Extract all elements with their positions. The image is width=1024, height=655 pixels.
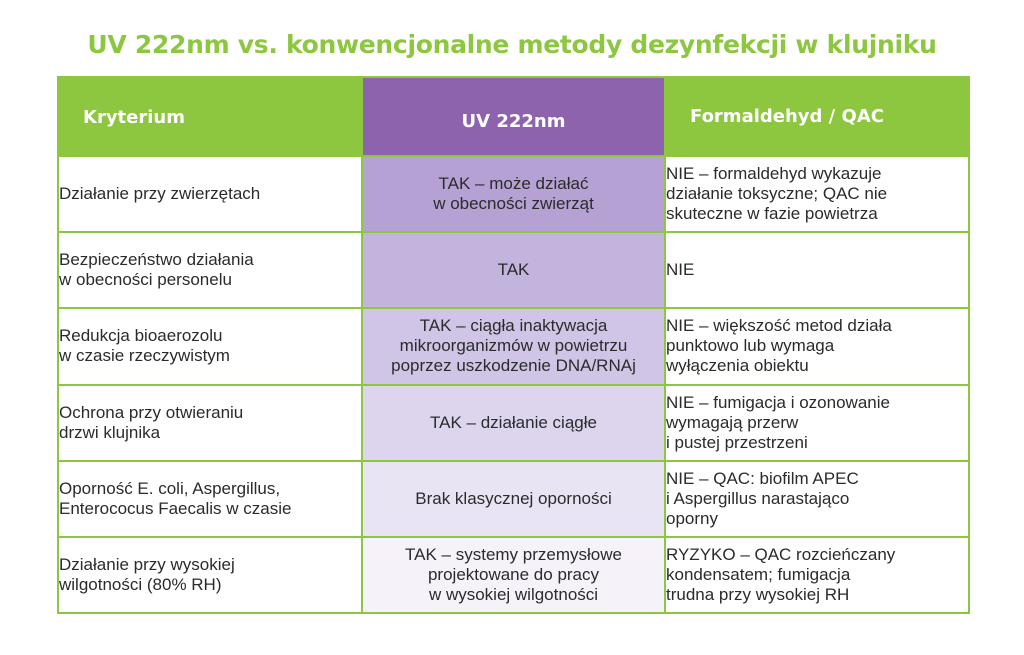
uv-text: TAK – systemy przemysłowe projektowane do pracy w wysokiej wilgotności xyxy=(405,544,622,604)
uv-cell xyxy=(362,232,665,308)
header-formaldehyde: Formaldehyd / QAC xyxy=(665,77,969,156)
table-row xyxy=(58,537,969,613)
criterion-cell xyxy=(58,385,362,461)
formaldehyde-cell xyxy=(665,537,969,613)
formaldehyde-cell xyxy=(665,156,969,232)
table-row xyxy=(58,308,969,384)
formaldehyde-text: NIE – QAC: biofilm APEC i Aspergillus narastająco oporny xyxy=(666,468,859,528)
uv-text: TAK – może działać w obecności zwierząt xyxy=(433,174,594,214)
formaldehyde-text: NIE – formaldehyd wykazuje działanie toksyczne; QAC nie skuteczne w fazie powietrza xyxy=(666,164,888,224)
formaldehyde-text: NIE xyxy=(666,260,695,280)
uv-text: TAK xyxy=(497,260,530,280)
criterion-cell xyxy=(58,537,362,613)
criterion-cell xyxy=(58,156,362,232)
formaldehyde-text: RYZYKO – QAC rozcieńczany kondensatem; fumigacja trudna przy wysokiej RH xyxy=(666,544,896,604)
criterion-cell xyxy=(58,232,362,308)
criterion-cell xyxy=(58,308,362,384)
criterion-text: Ochrona przy otwieraniu drzwi klujnika xyxy=(59,402,244,442)
formaldehyde-cell xyxy=(665,308,969,384)
criterion-text: Redukcja bioaerozolu w czasie rzeczywistym xyxy=(59,326,230,366)
formaldehyde-text: NIE – fumigacja i ozonowanie wymagają przerw i pustej przestrzeni xyxy=(666,392,890,452)
page-title: UV 222nm vs. konwencjonalne metody dezynfekcji w klujniku xyxy=(87,30,937,59)
header-criterion: Kryterium xyxy=(58,77,362,156)
table-header-row xyxy=(58,77,969,156)
uv-cell xyxy=(362,537,665,613)
uv-cell xyxy=(362,308,665,384)
formaldehyde-cell xyxy=(665,461,969,537)
table-row xyxy=(58,232,969,308)
comparison-table xyxy=(57,76,970,614)
table-row xyxy=(58,156,969,232)
uv-cell xyxy=(362,156,665,232)
header-uv: UV 222nm xyxy=(362,77,665,156)
uv-text: Brak klasycznej oporności xyxy=(415,488,612,508)
criterion-text: Oporność E. coli, Aspergillus, Enterococus Faecalis w czasie xyxy=(59,478,292,518)
formaldehyde-cell xyxy=(665,385,969,461)
uv-text: TAK – ciągła inaktywacja mikroorganizmów w powietrzu poprzez uszkodzenie DNA/RNAj xyxy=(391,316,636,376)
criterion-text: Działanie przy zwierzętach xyxy=(59,184,261,204)
formaldehyde-cell xyxy=(665,232,969,308)
formaldehyde-text: NIE – większość metod działa punktowo lub wymaga wyłączenia obiektu xyxy=(666,316,892,376)
criterion-cell xyxy=(58,461,362,537)
table-row xyxy=(58,385,969,461)
table-row xyxy=(58,461,969,537)
uv-text: TAK – działanie ciągłe xyxy=(430,412,597,432)
uv-cell xyxy=(362,385,665,461)
criterion-text: Bezpieczeństwo działania w obecności personelu xyxy=(59,250,254,290)
criterion-text: Działanie przy wysokiej wilgotności (80% RH) xyxy=(59,554,235,594)
uv-cell xyxy=(362,461,665,537)
